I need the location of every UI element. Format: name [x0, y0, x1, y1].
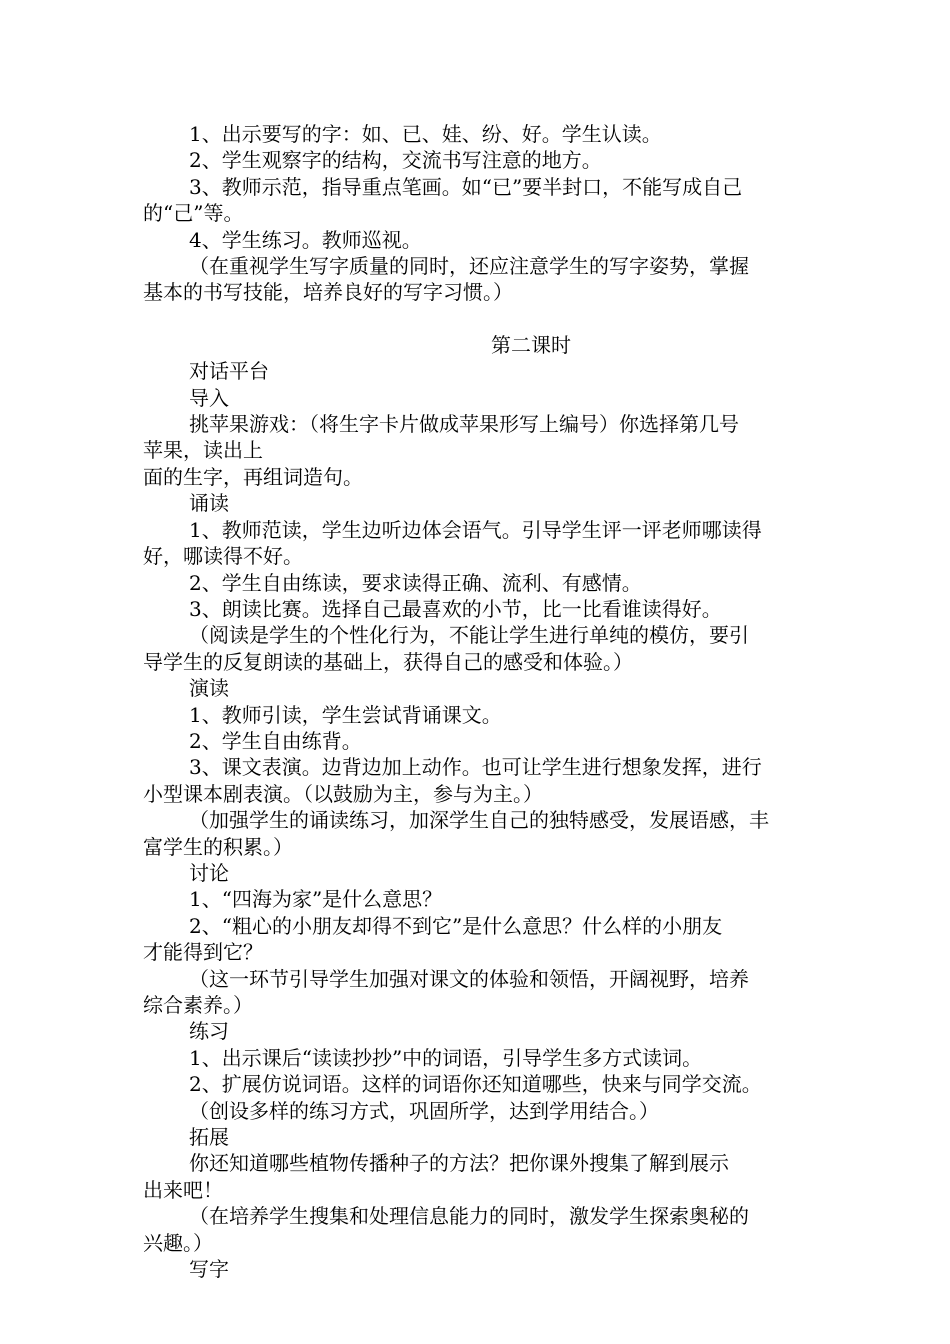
document-body [143, 121, 808, 1282]
text-line: （在重视学生写字质量的同时，还应注意学生的写字姿势，掌握 [189, 254, 749, 279]
text-line: 4、学生练习。教师巡视。 [189, 227, 422, 252]
text-line: （创设多样的练习方式，巩固所学，达到学用结合。） [189, 1098, 659, 1123]
text-line: （阅读是学生的个性化行为，不能让学生进行单纯的模仿，要引 [189, 623, 749, 648]
text-line: 2、学生自由练背。 [189, 728, 362, 753]
text-line: （加强学生的诵读练习，加深学生自己的独特感受，发展语感，丰 [189, 808, 769, 833]
text-line: 3、朗读比赛。选择自己最喜欢的小节，比一比看谁读得好。 [189, 596, 722, 621]
section-heading: 演读 [189, 676, 229, 701]
text-line: 面的生字，再组词造句。 [143, 464, 363, 489]
text-line: 1、教师引读，学生尝试背诵课文。 [189, 702, 502, 727]
section-title: 第二课时 [491, 332, 571, 357]
section-heading: 导入 [189, 385, 229, 410]
section-heading: 讨论 [189, 860, 229, 885]
text-line: 出来吧！ [143, 1177, 223, 1202]
text-line: 才能得到它？ [143, 940, 263, 965]
text-line: 1、出示要写的字：如、已、娃、纷、好。学生认读。 [189, 122, 662, 146]
section-heading: 练习 [189, 1019, 229, 1044]
text-line: 基本的书写技能，培养良好的写字习惯。） [143, 280, 513, 305]
text-line: 综合素养。） [143, 993, 253, 1017]
paragraph-gap [143, 306, 808, 332]
text-line: 挑苹果游戏：（将生字卡片做成苹果形写上编号）你选择第几号 [189, 412, 739, 437]
text-line: 小型课本剧表演。（以鼓励为主，参与为主。） [143, 781, 543, 806]
text-line: 2、学生自由练读，要求读得正确、流利、有感情。 [189, 570, 642, 595]
text-line: 1、出示课后“读读抄抄”中的词语，引导学生多方式读词。 [189, 1045, 703, 1070]
text-line: 你还知道哪些植物传播种子的方法？把你课外搜集了解到展示 [189, 1151, 729, 1176]
text-line: 的“己”等。 [143, 201, 244, 226]
text-line: 2、学生观察字的结构，交流书写注意的地方。 [189, 148, 602, 173]
text-line: 2、扩展仿说词语。这样的词语你还知道哪些，快来与同学交流。 [189, 1072, 762, 1097]
text-line: 好，哪读得不好。 [143, 544, 303, 569]
section-heading: 拓展 [189, 1125, 229, 1150]
text-line: （在培养学生搜集和处理信息能力的同时，激发学生探索奥秘的 [189, 1204, 749, 1229]
text-line: 兴趣。） [143, 1230, 213, 1255]
text-line: 2、“粗心的小朋友却得不到它”是什么意思？什么样的小朋友 [189, 913, 723, 938]
section-heading: 对话平台 [189, 359, 269, 384]
text-line: 3、教师示范，指导重点笔画。如“已”要半封口，不能写成自己 [189, 174, 743, 199]
text-line: 苹果，读出上 [143, 438, 263, 463]
text-line: 1、教师范读，学生边听边体会语气。引导学生评一评老师哪读得 [189, 517, 762, 542]
text-line: 导学生的反复朗读的基础上，获得自己的感受和体验。） [143, 649, 633, 674]
section-heading: 诵读 [189, 491, 229, 516]
text-line: 富学生的积累。） [143, 834, 293, 859]
section-heading: 写字 [189, 1257, 229, 1282]
text-line: 1、“四海为家”是什么意思？ [189, 887, 443, 912]
text-line: 3、课文表演。边背边加上动作。也可让学生进行想象发挥，进行 [189, 755, 762, 780]
text-line: （这一环节引导学生加强对课文的体验和领悟，开阔视野，培养 [189, 966, 749, 991]
